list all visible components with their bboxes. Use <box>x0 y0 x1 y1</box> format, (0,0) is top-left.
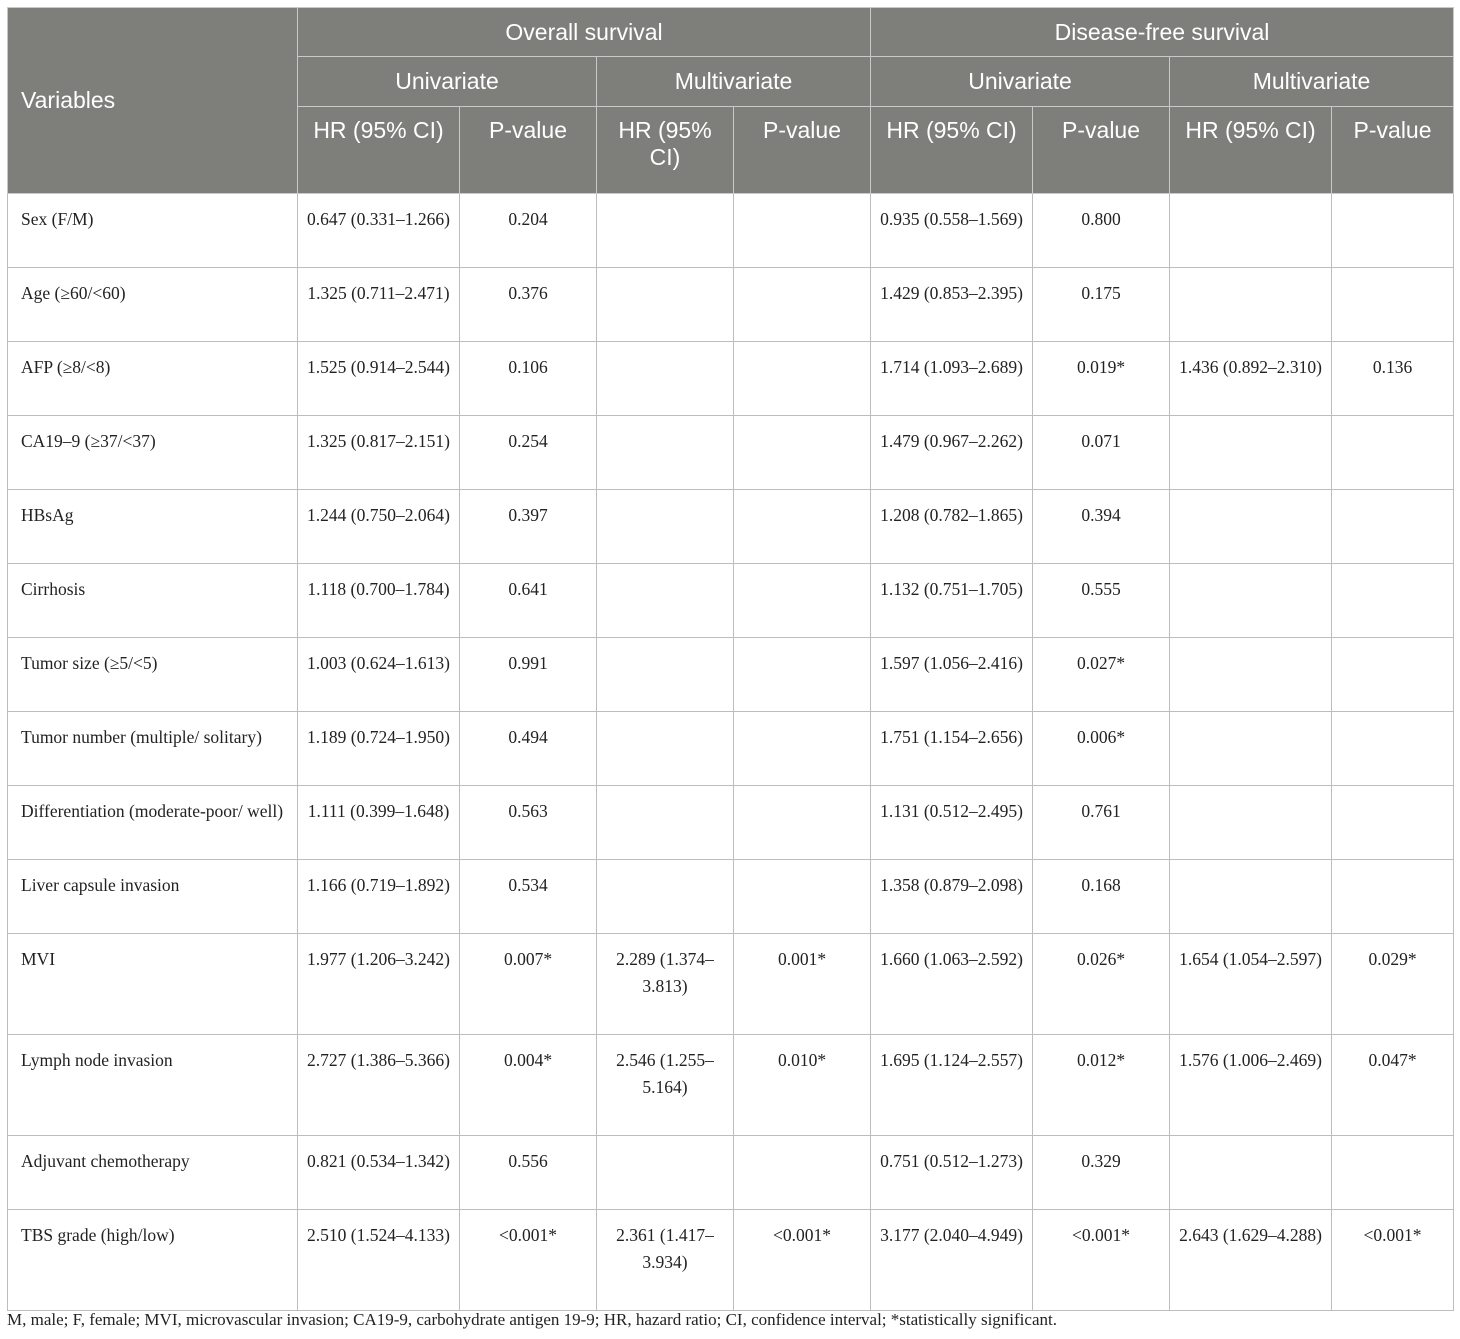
dfs-univariate-hr-cell: 1.131 (0.512–2.495) <box>871 786 1033 860</box>
os-univariate-hr-cell: 1.118 (0.700–1.784) <box>298 564 460 638</box>
dfs-multivariate-p-cell: 0.136 <box>1332 342 1454 416</box>
variable-cell: Cirrhosis <box>8 564 298 638</box>
variable-cell: Adjuvant chemotherapy <box>8 1136 298 1210</box>
table-row <box>8 1035 1454 1136</box>
os-univariate-p-cell: <0.001* <box>460 1210 597 1311</box>
table-row <box>8 416 1454 490</box>
os-multivariate-hr-cell <box>597 342 734 416</box>
os-multivariate-p-cell: 0.010* <box>734 1035 871 1136</box>
table-body <box>8 194 1454 1311</box>
os-multivariate-hr-cell <box>597 490 734 564</box>
dfs-multivariate-hr-cell: 1.654 (1.054–2.597) <box>1170 934 1332 1035</box>
os-univariate-hr-cell: 1.325 (0.711–2.471) <box>298 268 460 342</box>
dfs-multivariate-hr-cell <box>1170 860 1332 934</box>
dfs-univariate-hr-cell: 1.208 (0.782–1.865) <box>871 490 1033 564</box>
table-row <box>8 934 1454 1035</box>
dfs-multivariate-hr-cell <box>1170 268 1332 342</box>
dfs-univariate-p-cell: 0.019* <box>1033 342 1170 416</box>
dfs-univariate-p-cell: 0.800 <box>1033 194 1170 268</box>
header-disease-free-survival: Disease-free survival <box>871 8 1454 57</box>
os-univariate-p-cell: 0.563 <box>460 786 597 860</box>
variable-cell: TBS grade (high/low) <box>8 1210 298 1311</box>
dfs-univariate-p-cell: 0.555 <box>1033 564 1170 638</box>
results-table <box>7 7 1454 1311</box>
os-univariate-p-cell: 0.397 <box>460 490 597 564</box>
dfs-multivariate-p-cell: <0.001* <box>1332 1210 1454 1311</box>
dfs-multivariate-hr-cell <box>1170 416 1332 490</box>
header-os-univariate: Univariate <box>298 57 597 107</box>
os-univariate-p-cell: 0.534 <box>460 860 597 934</box>
os-multivariate-p-cell <box>734 268 871 342</box>
os-multivariate-p-cell <box>734 860 871 934</box>
variable-cell: CA19–9 (≥37/<37) <box>8 416 298 490</box>
variable-cell: Age (≥60/<60) <box>8 268 298 342</box>
header-dfs-univariate: Univariate <box>871 57 1170 107</box>
dfs-multivariate-hr-cell: 1.436 (0.892–2.310) <box>1170 342 1332 416</box>
dfs-univariate-hr-cell: 3.177 (2.040–4.949) <box>871 1210 1033 1311</box>
header-variables: Variables <box>8 8 298 194</box>
os-multivariate-p-cell <box>734 1136 871 1210</box>
dfs-univariate-p-cell: 0.175 <box>1033 268 1170 342</box>
os-multivariate-hr-cell <box>597 416 734 490</box>
dfs-multivariate-hr-cell <box>1170 1136 1332 1210</box>
os-multivariate-hr-cell: 2.546 (1.255–5.164) <box>597 1035 734 1136</box>
os-univariate-hr-cell: 1.111 (0.399–1.648) <box>298 786 460 860</box>
os-multivariate-p-cell <box>734 194 871 268</box>
dfs-multivariate-p-cell <box>1332 860 1454 934</box>
table-row <box>8 268 1454 342</box>
dfs-univariate-p-cell: 0.329 <box>1033 1136 1170 1210</box>
dfs-univariate-p-cell: 0.012* <box>1033 1035 1170 1136</box>
os-multivariate-hr-cell: 2.289 (1.374–3.813) <box>597 934 734 1035</box>
table-row <box>8 638 1454 712</box>
dfs-multivariate-p-cell: 0.047* <box>1332 1035 1454 1136</box>
dfs-multivariate-hr-cell <box>1170 564 1332 638</box>
dfs-univariate-p-cell: 0.071 <box>1033 416 1170 490</box>
os-multivariate-p-cell: <0.001* <box>734 1210 871 1311</box>
os-univariate-hr-cell: 1.525 (0.914–2.544) <box>298 342 460 416</box>
variable-cell: AFP (≥8/<8) <box>8 342 298 416</box>
os-univariate-hr-cell: 1.166 (0.719–1.892) <box>298 860 460 934</box>
os-univariate-hr-cell: 1.325 (0.817–2.151) <box>298 416 460 490</box>
variable-cell: Tumor size (≥5/<5) <box>8 638 298 712</box>
os-univariate-hr-cell: 1.977 (1.206–3.242) <box>298 934 460 1035</box>
os-multivariate-hr-cell <box>597 194 734 268</box>
os-univariate-hr-cell: 0.647 (0.331–1.266) <box>298 194 460 268</box>
table-row <box>8 1136 1454 1210</box>
table-row <box>8 342 1454 416</box>
os-univariate-p-cell: 0.991 <box>460 638 597 712</box>
os-multivariate-hr-cell: 2.361 (1.417–3.934) <box>597 1210 734 1311</box>
dfs-multivariate-hr-cell: 2.643 (1.629–4.288) <box>1170 1210 1332 1311</box>
dfs-univariate-p-cell: <0.001* <box>1033 1210 1170 1311</box>
header-os-multivariate: Multivariate <box>597 57 871 107</box>
dfs-multivariate-p-cell: 0.029* <box>1332 934 1454 1035</box>
dfs-multivariate-p-cell <box>1332 268 1454 342</box>
variable-cell: Liver capsule invasion <box>8 860 298 934</box>
os-univariate-p-cell: 0.004* <box>460 1035 597 1136</box>
dfs-univariate-hr-cell: 1.660 (1.063–2.592) <box>871 934 1033 1035</box>
os-univariate-p-cell: 0.254 <box>460 416 597 490</box>
os-univariate-p-cell: 0.007* <box>460 934 597 1035</box>
header-os-uni-hr: HR (95% CI) <box>298 107 460 194</box>
header-dfs-multi-p: P-value <box>1332 107 1454 194</box>
dfs-univariate-hr-cell: 1.597 (1.056–2.416) <box>871 638 1033 712</box>
table-row <box>8 786 1454 860</box>
dfs-multivariate-p-cell <box>1332 564 1454 638</box>
dfs-univariate-p-cell: 0.168 <box>1033 860 1170 934</box>
variable-cell: Tumor number (multiple/ solitary) <box>8 712 298 786</box>
dfs-univariate-p-cell: 0.761 <box>1033 786 1170 860</box>
os-univariate-p-cell: 0.494 <box>460 712 597 786</box>
os-multivariate-p-cell <box>734 490 871 564</box>
dfs-multivariate-p-cell <box>1332 786 1454 860</box>
header-os-multi-p: P-value <box>734 107 871 194</box>
os-multivariate-hr-cell <box>597 786 734 860</box>
header-dfs-multivariate: Multivariate <box>1170 57 1454 107</box>
dfs-multivariate-p-cell <box>1332 712 1454 786</box>
dfs-univariate-hr-cell: 1.479 (0.967–2.262) <box>871 416 1033 490</box>
table-row <box>8 1210 1454 1311</box>
os-univariate-hr-cell: 2.727 (1.386–5.366) <box>298 1035 460 1136</box>
os-multivariate-p-cell <box>734 638 871 712</box>
dfs-multivariate-hr-cell: 1.576 (1.006–2.469) <box>1170 1035 1332 1136</box>
dfs-univariate-hr-cell: 1.358 (0.879–2.098) <box>871 860 1033 934</box>
os-univariate-hr-cell: 2.510 (1.524–4.133) <box>298 1210 460 1311</box>
dfs-multivariate-hr-cell <box>1170 194 1332 268</box>
dfs-univariate-hr-cell: 1.751 (1.154–2.656) <box>871 712 1033 786</box>
dfs-univariate-hr-cell: 1.429 (0.853–2.395) <box>871 268 1033 342</box>
dfs-univariate-hr-cell: 1.714 (1.093–2.689) <box>871 342 1033 416</box>
os-multivariate-p-cell <box>734 342 871 416</box>
os-multivariate-p-cell: 0.001* <box>734 934 871 1035</box>
header-os-uni-p: P-value <box>460 107 597 194</box>
os-univariate-p-cell: 0.641 <box>460 564 597 638</box>
os-multivariate-hr-cell <box>597 638 734 712</box>
table-row <box>8 860 1454 934</box>
variable-cell: Differentiation (moderate-poor/ well) <box>8 786 298 860</box>
os-multivariate-p-cell <box>734 564 871 638</box>
os-univariate-p-cell: 0.204 <box>460 194 597 268</box>
dfs-univariate-p-cell: 0.006* <box>1033 712 1170 786</box>
dfs-multivariate-p-cell <box>1332 490 1454 564</box>
os-univariate-hr-cell: 1.189 (0.724–1.950) <box>298 712 460 786</box>
dfs-univariate-p-cell: 0.026* <box>1033 934 1170 1035</box>
header-os-multi-hr: HR (95% CI) <box>597 107 734 194</box>
table-row <box>8 712 1454 786</box>
os-univariate-p-cell: 0.106 <box>460 342 597 416</box>
header-dfs-uni-hr: HR (95% CI) <box>871 107 1033 194</box>
os-multivariate-p-cell <box>734 786 871 860</box>
variable-cell: Lymph node invasion <box>8 1035 298 1136</box>
os-univariate-p-cell: 0.376 <box>460 268 597 342</box>
dfs-multivariate-p-cell <box>1332 1136 1454 1210</box>
table-row <box>8 564 1454 638</box>
os-univariate-p-cell: 0.556 <box>460 1136 597 1210</box>
dfs-multivariate-hr-cell <box>1170 490 1332 564</box>
header-dfs-uni-p: P-value <box>1033 107 1170 194</box>
dfs-univariate-p-cell: 0.027* <box>1033 638 1170 712</box>
dfs-univariate-hr-cell: 0.751 (0.512–1.273) <box>871 1136 1033 1210</box>
os-multivariate-hr-cell <box>597 268 734 342</box>
header-dfs-multi-hr: HR (95% CI) <box>1170 107 1332 194</box>
dfs-multivariate-p-cell <box>1332 194 1454 268</box>
dfs-univariate-hr-cell: 1.132 (0.751–1.705) <box>871 564 1033 638</box>
dfs-univariate-p-cell: 0.394 <box>1033 490 1170 564</box>
variable-cell: HBsAg <box>8 490 298 564</box>
variable-cell: Sex (F/M) <box>8 194 298 268</box>
os-univariate-hr-cell: 1.244 (0.750–2.064) <box>298 490 460 564</box>
header-overall-survival: Overall survival <box>298 8 871 57</box>
table-row <box>8 490 1454 564</box>
os-multivariate-hr-cell <box>597 860 734 934</box>
table-footnote: M, male; F, female; MVI, microvascular invasion; CA19-9, carbohydrate antigen 19-9; HR, hazard ratio; CI, confidence interval; *statistically significant. <box>7 1310 1057 1329</box>
dfs-multivariate-p-cell <box>1332 416 1454 490</box>
os-multivariate-hr-cell <box>597 712 734 786</box>
os-multivariate-hr-cell <box>597 564 734 638</box>
dfs-multivariate-p-cell <box>1332 638 1454 712</box>
dfs-multivariate-hr-cell <box>1170 638 1332 712</box>
dfs-univariate-hr-cell: 1.695 (1.124–2.557) <box>871 1035 1033 1136</box>
dfs-multivariate-hr-cell <box>1170 712 1332 786</box>
os-multivariate-p-cell <box>734 712 871 786</box>
os-multivariate-hr-cell <box>597 1136 734 1210</box>
dfs-univariate-hr-cell: 0.935 (0.558–1.569) <box>871 194 1033 268</box>
os-multivariate-p-cell <box>734 416 871 490</box>
os-univariate-hr-cell: 0.821 (0.534–1.342) <box>298 1136 460 1210</box>
os-univariate-hr-cell: 1.003 (0.624–1.613) <box>298 638 460 712</box>
dfs-multivariate-hr-cell <box>1170 786 1332 860</box>
variable-cell: MVI <box>8 934 298 1035</box>
table-row <box>8 194 1454 268</box>
